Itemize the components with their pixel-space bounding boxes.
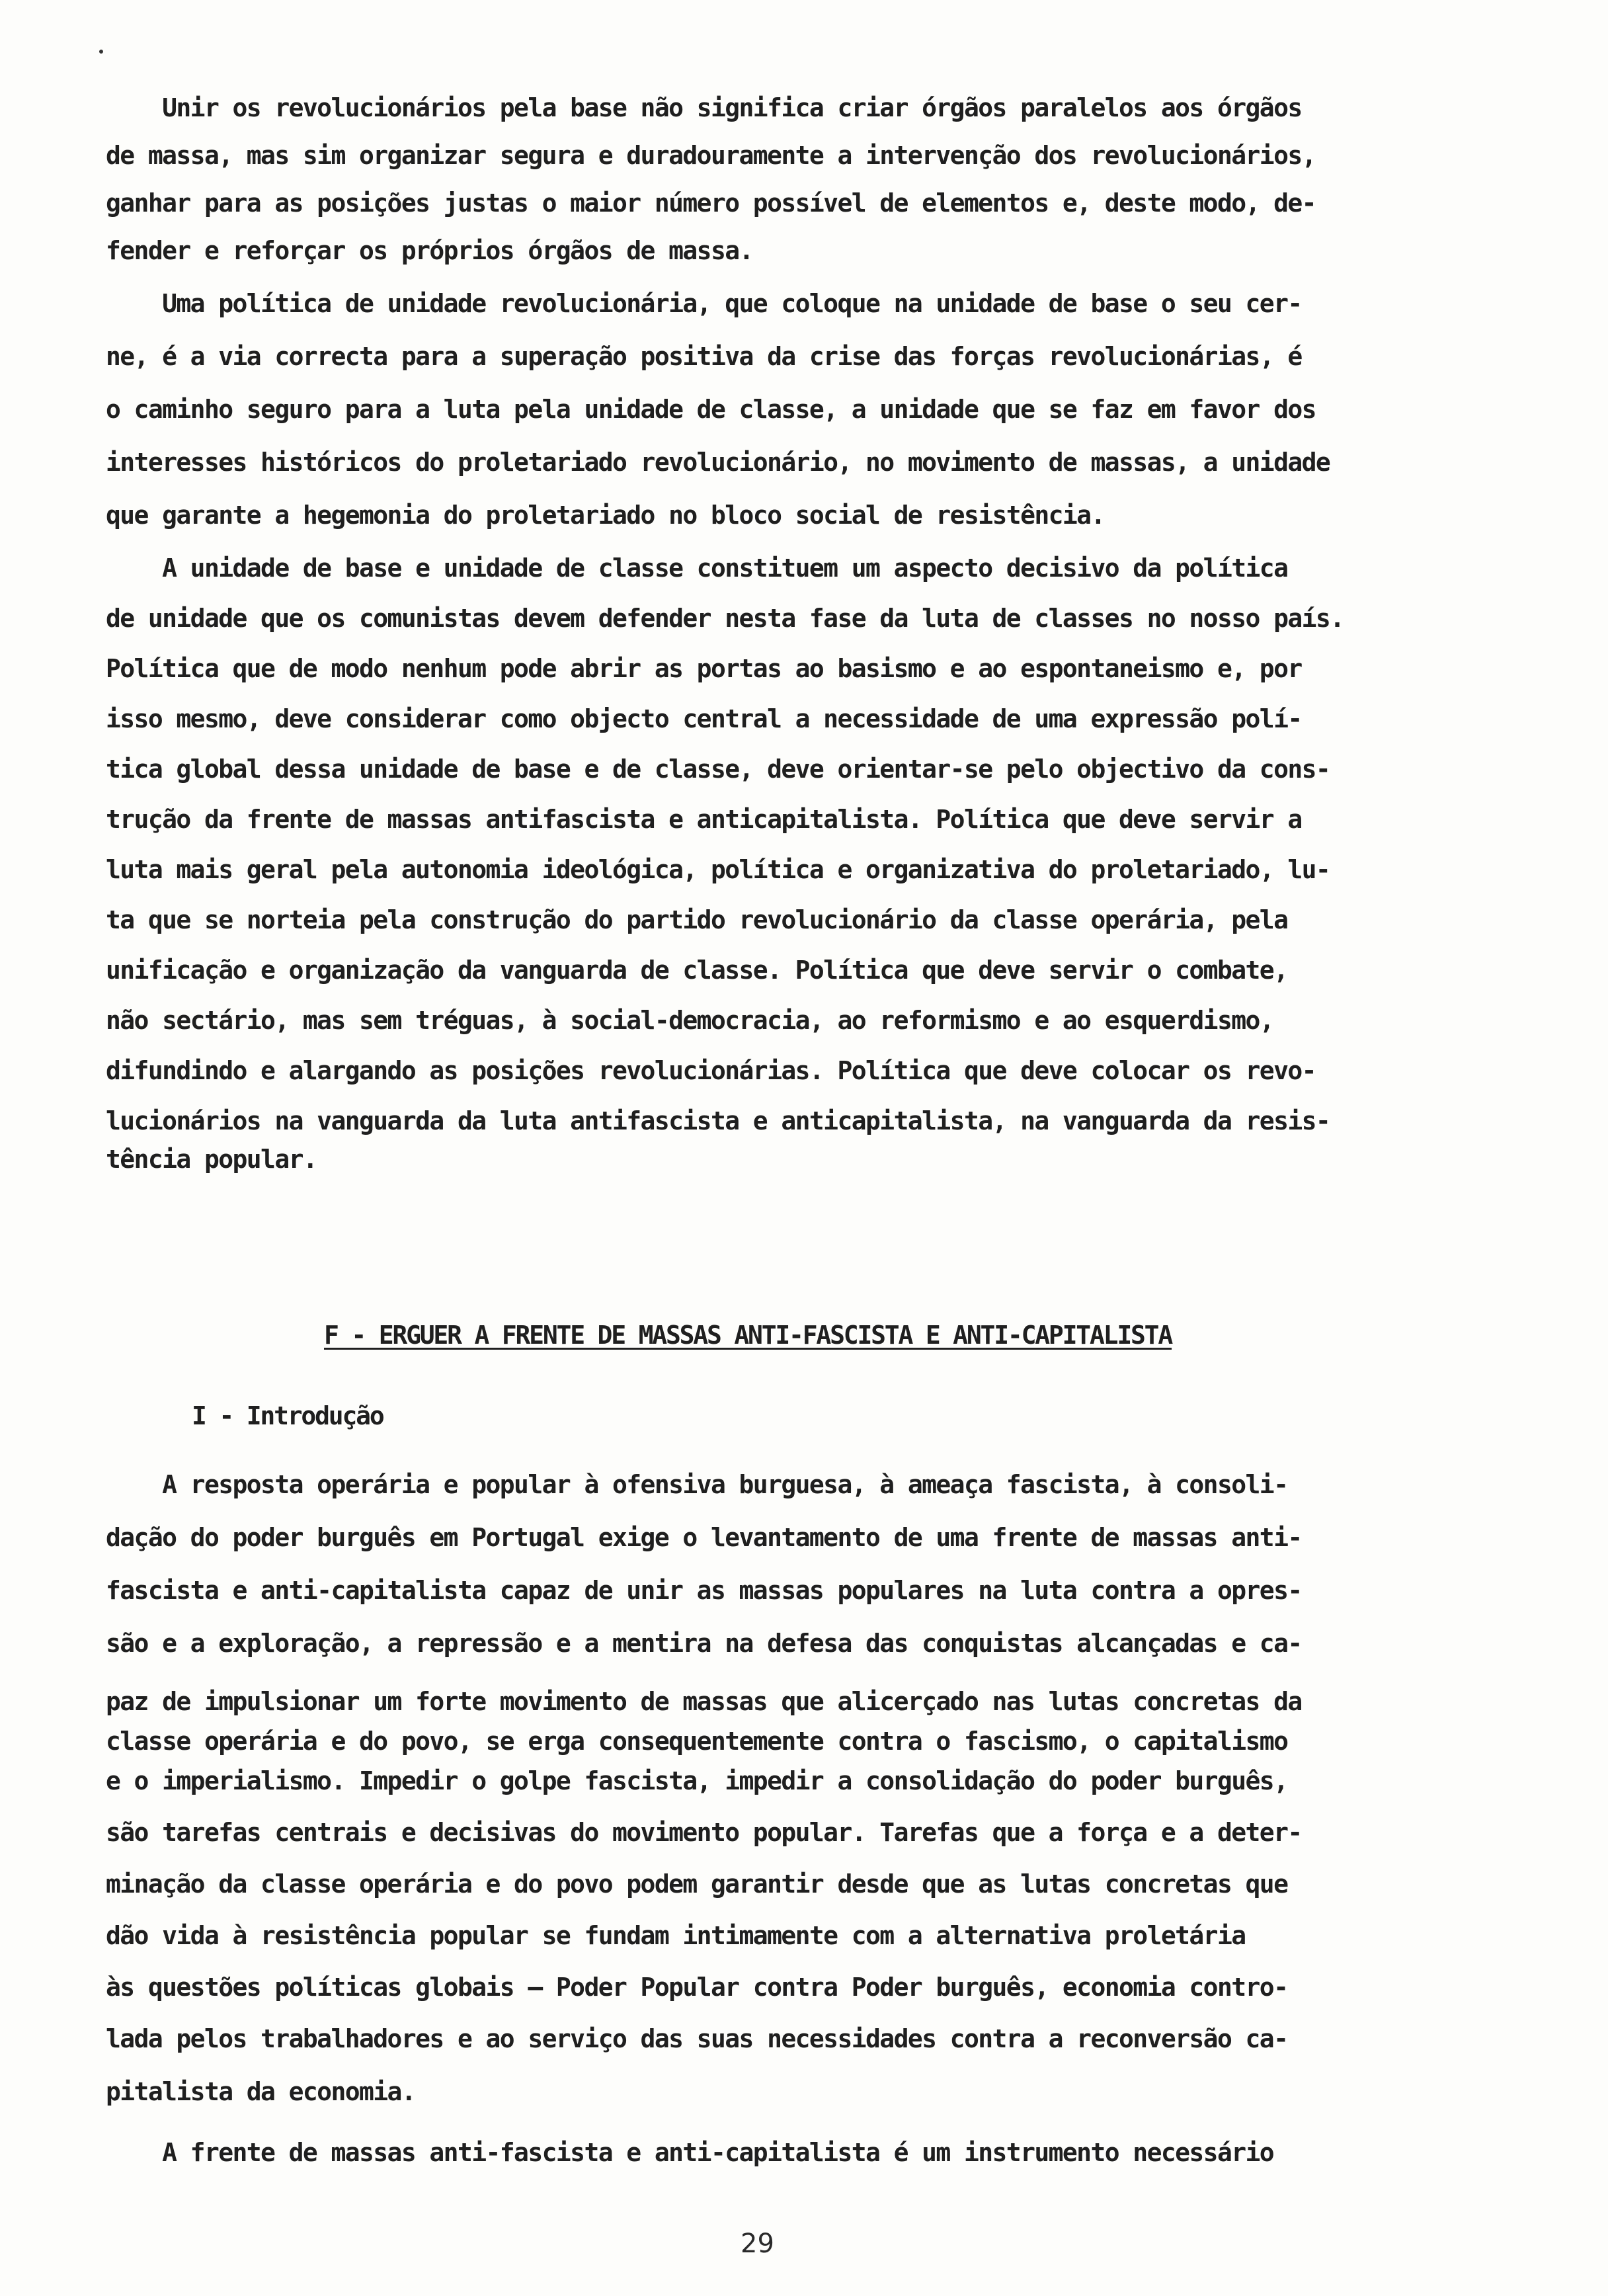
paragraph-3-line-7: luta mais geral pela autonomia ideológica, política e organizativa do proletariado, lu-	[106, 855, 1330, 884]
paragraph-3-line-1: A unidade de base e unidade de classe constituem um aspecto decisivo da política	[106, 554, 1288, 583]
paragraph-4-line-12: lada pelos trabalhadores e ao serviço das suas necessidades contra a reconversão ca-	[106, 2024, 1288, 2053]
paragraph-3-line-8: ta que se norteia pela construção do partido revolucionário da classe operária, pela	[106, 905, 1288, 934]
subsection-heading	[192, 1401, 383, 1431]
paragraph-3-line-2: de unidade que os comunistas devem defender nesta fase da luta de classes no nosso país.	[106, 604, 1344, 633]
subsection-heading-text: I - Introdução	[192, 1401, 383, 1430]
paragraph-4-line-5: paz de impulsionar um forte movimento de massas que alicerçado nas lutas concretas da	[106, 1687, 1302, 1716]
paragraph-1-line-2: de massa, mas sim organizar segura e duradouramente a intervenção dos revolucionários,	[106, 141, 1316, 170]
paragraph-3-line-11: difundindo e alargando as posições revolucionárias. Política que deve colocar os revo-	[106, 1056, 1316, 1085]
paragraph-1-line-4: fender e reforçar os próprios órgãos de massa.	[106, 236, 753, 265]
paragraph-4-line-10: dão vida à resistência popular se fundam intimamente com a alternativa proletária	[106, 1921, 1246, 1950]
paragraph-3-line-5: tica global dessa unidade de base e de classe, deve orientar-se pelo objectivo da cons-	[106, 755, 1330, 784]
paragraph-4-line-4: são e a exploração, a repressão e a mentira na defesa das conquistas alcançadas e ca-	[106, 1629, 1302, 1658]
paragraph-1-line-1: Unir os revolucionários pela base não significa criar órgãos paralelos aos órgãos	[106, 93, 1302, 122]
paragraph-2-line-4: interesses históricos do proletariado revolucionário, no movimento de massas, a unidade	[106, 448, 1330, 477]
paragraph-4-line-8: são tarefas centrais e decisivas do movimento popular. Tarefas que a força e a deter-	[106, 1818, 1302, 1847]
paragraph-3-line-9: unificação e organização da vanguarda de classe. Política que deve servir o combate,	[106, 956, 1288, 985]
paragraph-3-line-13: tência popular.	[106, 1145, 317, 1174]
paragraph-4-line-1: A resposta operária e popular à ofensiva burguesa, à ameaça fascista, à consoli-	[106, 1470, 1288, 1499]
paragraph-5-line-1: A frente de massas anti-fascista e anti-capitalista é um instrumento necessário	[106, 2138, 1274, 2167]
paragraph-3-line-3: Política que de modo nenhum pode abrir as portas ao basismo e ao espontaneismo e, por	[106, 654, 1302, 683]
paragraph-2-line-5: que garante a hegemonia do proletariado no bloco social de resistência.	[106, 501, 1105, 530]
paragraph-4-line-7: e o imperialismo. Impedir o golpe fascista, impedir a consolidação do poder burguês,	[106, 1766, 1288, 1795]
scan-mark	[99, 50, 103, 54]
paragraph-4-line-9: minação da classe operária e do povo podem garantir desde que as lutas concretas que	[106, 1869, 1288, 1899]
page-number: 29	[741, 2229, 774, 2259]
paragraph-3-line-6: trução da frente de massas antifascista e anticapitalista. Política que deve servir a	[106, 805, 1302, 834]
paragraph-3-line-10: não sectário, mas sem tréguas, à social-democracia, ao reformismo e ao esquerdismo,	[106, 1006, 1274, 1035]
paragraph-4-line-2: dação do poder burguês em Portugal exige o levantamento de uma frente de massas anti-	[106, 1523, 1302, 1552]
paragraph-2-line-1: Uma política de unidade revolucionária, que coloque na unidade de base o seu cer-	[106, 289, 1302, 318]
paragraph-4-line-13: pitalista da economia.	[106, 2077, 416, 2106]
paragraph-4-line-11: às questões políticas globais — Poder Popular contra Poder burguês, economia contro-	[106, 1973, 1288, 2002]
section-heading: F - ERGUER A FRENTE DE MASSAS ANTI-FASCISTA E ANTI-CAPITALISTA	[324, 1321, 1172, 1350]
paragraph-4-line-6: classe operária e do povo, se erga consequentemente contra o fascismo, o capitalismo	[106, 1727, 1288, 1756]
paragraph-2-line-2: ne, é a via correcta para a superação positiva da crise das forças revolucionárias, é	[106, 342, 1302, 371]
paragraph-3-line-12: lucionários na vanguarda da luta antifascista e anticapitalista, na vanguarda da resis-	[106, 1106, 1330, 1135]
paragraph-4-line-3: fascista e anti-capitalista capaz de unir as massas populares na luta contra a opres-	[106, 1576, 1302, 1605]
paragraph-3-line-4: isso mesmo, deve considerar como objecto central a necessidade de uma expressão polí-	[106, 704, 1302, 733]
paragraph-1-line-3: ganhar para as posições justas o maior número possível de elementos e, deste modo, de-	[106, 188, 1316, 218]
paragraph-2-line-3: o caminho seguro para a luta pela unidade de classe, a unidade que se faz em favor dos	[106, 395, 1316, 424]
